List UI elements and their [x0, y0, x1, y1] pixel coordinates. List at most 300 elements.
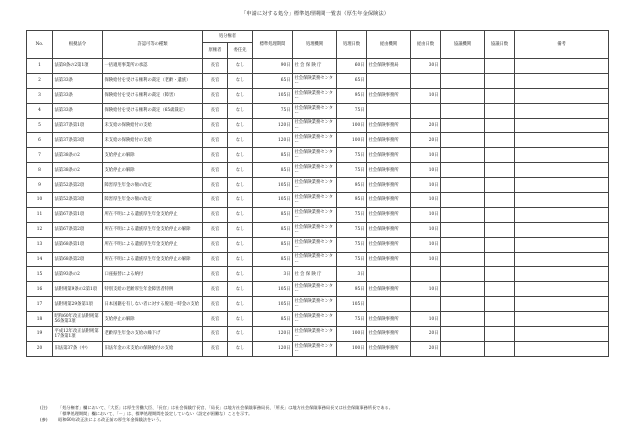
row-law: 旧法第37条（中） — [53, 341, 103, 356]
row-standard-period: 3日 — [253, 267, 293, 282]
row-consult-days — [485, 222, 515, 237]
row-law: 法第38条の2 — [53, 148, 103, 163]
row-remarks — [515, 312, 609, 327]
row-via-org: 社会保険事務所 — [367, 327, 411, 342]
row-permit: 旧法年金の未支給の保険給付の支給 — [103, 341, 203, 356]
row-standard-period: 85日 — [253, 252, 293, 267]
table-row — [27, 103, 609, 118]
row-consult-org — [441, 73, 485, 88]
row-processing-org: 社会保険業務センター — [293, 193, 337, 208]
row-consult-org — [441, 103, 485, 118]
row-authority-delegate: なし — [228, 73, 253, 88]
row-authority-delegate: なし — [228, 193, 253, 208]
note-text: 昭和60年改正法による改正前の厚生年金保険法をいう。 — [58, 417, 164, 423]
row-consult-org — [441, 148, 485, 163]
row-via-org: 社会保険事務所 — [367, 148, 411, 163]
row-law: 法第93条の2 — [53, 267, 103, 282]
row-processing-org: 社会保険業務センター — [293, 222, 337, 237]
page-title: 「申請に対する処分」標準処理期間一覧表（厚生年金保険法） — [240, 11, 390, 17]
row-permit: 一括適用事業所の承認 — [103, 59, 203, 74]
row-remarks — [515, 88, 609, 103]
row-via-days: 10日 — [411, 252, 441, 267]
row-number: 13 — [27, 237, 53, 252]
note-mark: (参) — [40, 417, 48, 423]
row-permit: 保険給付を受ける権利の裁定（65歳裁定） — [103, 103, 203, 118]
row-via-org: 社会保険事務所 — [367, 88, 411, 103]
row-law: 法第38条の2 — [53, 163, 103, 178]
row-authority-delegate: なし — [228, 163, 253, 178]
row-permit: 口座振替による納付 — [103, 267, 203, 282]
row-number: 10 — [27, 193, 53, 208]
row-processing-days: 95日 — [337, 282, 367, 297]
row-via-org: 社会保険事務所 — [367, 222, 411, 237]
row-number: 12 — [27, 222, 53, 237]
table-row — [27, 178, 609, 193]
row-via-org: 社会保険事務所 — [367, 252, 411, 267]
row-via-org: 社会保険事務所 — [367, 312, 411, 327]
row-law: 法第67条第2項 — [53, 222, 103, 237]
header-processing-org: 処理機関 — [293, 31, 337, 59]
row-via-days: 10日 — [411, 237, 441, 252]
row-processing-days: 95日 — [337, 193, 367, 208]
row-number: 8 — [27, 163, 53, 178]
row-authority-delegate: なし — [228, 327, 253, 342]
row-processing-days: 75日 — [337, 222, 367, 237]
row-remarks — [515, 222, 609, 237]
row-remarks — [515, 118, 609, 133]
row-consult-days — [485, 59, 515, 74]
row-via-org: 社会保険事務所 — [367, 178, 411, 193]
row-permit: 所在不明による遺族厚生年金支給停止の解除 — [103, 252, 203, 267]
row-processing-org: 社会保険業務センター — [293, 88, 337, 103]
row-standard-period: 85日 — [253, 237, 293, 252]
table-row — [27, 312, 609, 327]
row-remarks — [515, 252, 609, 267]
row-standard-period: 85日 — [253, 207, 293, 222]
row-processing-days: 95日 — [337, 178, 367, 193]
row-consult-org — [441, 297, 485, 312]
row-remarks — [515, 327, 609, 342]
header-remarks: 備考 — [515, 31, 609, 59]
table-row — [27, 237, 609, 252]
row-number: 20 — [27, 341, 53, 356]
row-via-org: 社会保険事務所 — [367, 163, 411, 178]
table-row — [27, 163, 609, 178]
row-authority-main: 長官 — [203, 133, 228, 148]
row-number: 18 — [27, 312, 53, 327]
row-authority-delegate: なし — [228, 178, 253, 193]
row-authority-main: 長官 — [203, 103, 228, 118]
row-remarks — [515, 193, 609, 208]
row-via-org: 社会保険事務所 — [367, 282, 411, 297]
row-via-days — [411, 297, 441, 312]
row-consult-org — [441, 133, 485, 148]
row-authority-delegate: なし — [228, 148, 253, 163]
row-number: 1 — [27, 59, 53, 74]
table-row — [27, 222, 609, 237]
row-via-org: 社会保険事務所 — [367, 341, 411, 356]
row-via-days — [411, 103, 441, 118]
header-law: 根拠法令 — [53, 31, 103, 59]
row-via-days: 10日 — [411, 163, 441, 178]
row-processing-days: 65日 — [337, 73, 367, 88]
row-remarks — [515, 341, 609, 356]
row-processing-org: 社会保険業務センター — [293, 341, 337, 356]
row-standard-period: 90日 — [253, 59, 293, 74]
row-consult-days — [485, 327, 515, 342]
row-via-days: 10日 — [411, 222, 441, 237]
row-processing-org: 社会保険業務センター — [293, 282, 337, 297]
row-processing-days: 75日 — [337, 103, 367, 118]
row-consult-days — [485, 73, 515, 88]
row-permit: 所在不明による遺族厚生年金支給停止 — [103, 237, 203, 252]
header-authority-delegate: 委任先 — [228, 43, 253, 59]
row-processing-days: 100日 — [337, 341, 367, 356]
row-via-days: 20日 — [411, 118, 441, 133]
row-remarks — [515, 163, 609, 178]
row-standard-period: 120日 — [253, 133, 293, 148]
header-consult-org: 協議機関 — [441, 31, 485, 59]
row-via-org — [367, 103, 411, 118]
table-row — [27, 207, 609, 222]
row-via-org: 社会保険事務局 — [367, 59, 411, 74]
row-number: 3 — [27, 88, 53, 103]
row-law: 昭和60年改正法附則第56条第3項 — [53, 312, 103, 327]
row-consult-org — [441, 327, 485, 342]
header-standard-period: 標準処理期間 — [253, 31, 293, 59]
row-processing-org: 社会保険業務センター — [293, 252, 337, 267]
row-authority-main: 長官 — [203, 222, 228, 237]
table-row — [27, 118, 609, 133]
row-permit: 所在不明による遺族厚生年金支給停止の解除 — [103, 222, 203, 237]
row-authority-main: 長官 — [203, 163, 228, 178]
row-number: 2 — [27, 73, 53, 88]
table-row — [27, 88, 609, 103]
row-consult-days — [485, 297, 515, 312]
row-via-org: 社会保険事務所 — [367, 237, 411, 252]
row-consult-org — [441, 252, 485, 267]
row-authority-main: 長官 — [203, 178, 228, 193]
row-via-org: 社会保険事務所 — [367, 133, 411, 148]
row-consult-days — [485, 341, 515, 356]
header-authority-main: 原権者 — [203, 43, 228, 59]
header-via-days: 経由日数 — [411, 31, 441, 59]
row-consult-org — [441, 341, 485, 356]
row-consult-days — [485, 118, 515, 133]
row-processing-org: 社会保険業務センター — [293, 133, 337, 148]
row-processing-org: 社会保険業務センター — [293, 327, 337, 342]
row-permit: 障害厚生年金の額の改定 — [103, 193, 203, 208]
row-via-days: 10日 — [411, 207, 441, 222]
row-processing-days: 75日 — [337, 163, 367, 178]
row-number: 7 — [27, 148, 53, 163]
header-no: No. — [27, 31, 53, 59]
row-processing-days: 100日 — [337, 133, 367, 148]
row-law: 法第33条 — [53, 103, 103, 118]
row-via-days: 10日 — [411, 178, 441, 193]
row-via-days: 10日 — [411, 282, 441, 297]
row-processing-org: 社 会 保 険 庁 — [293, 59, 337, 74]
row-authority-delegate: なし — [228, 282, 253, 297]
row-law: 法第8条の2第1項 — [53, 59, 103, 74]
row-authority-main: 長官 — [203, 73, 228, 88]
row-standard-period: 105日 — [253, 193, 293, 208]
row-authority-main: 長官 — [203, 252, 228, 267]
row-permit: 支給停止の解除 — [103, 148, 203, 163]
row-processing-days: 60日 — [337, 59, 367, 74]
row-consult-days — [485, 163, 515, 178]
row-processing-org: 社会保険業務センター — [293, 163, 337, 178]
table-row — [27, 148, 609, 163]
row-law: 法第33条 — [53, 73, 103, 88]
row-consult-days — [485, 207, 515, 222]
row-number: 5 — [27, 118, 53, 133]
row-authority-delegate: なし — [228, 297, 253, 312]
row-authority-delegate: なし — [228, 118, 253, 133]
table-row — [27, 267, 609, 282]
row-via-days: 20日 — [411, 133, 441, 148]
row-consult-days — [485, 252, 515, 267]
row-authority-main: 長官 — [203, 88, 228, 103]
row-authority-delegate: なし — [228, 222, 253, 237]
row-standard-period: 105日 — [253, 178, 293, 193]
row-number: 14 — [27, 252, 53, 267]
row-remarks — [515, 282, 609, 297]
row-permit: 障害厚生年金の額の改定 — [103, 178, 203, 193]
row-processing-days: 95日 — [337, 88, 367, 103]
row-authority-main: 長官 — [203, 267, 228, 282]
row-processing-org: 社会保険業務センター — [293, 312, 337, 327]
row-via-days: 10日 — [411, 88, 441, 103]
row-permit: 特別支給の老齢厚生年金障害者特例 — [103, 282, 203, 297]
row-standard-period: 120日 — [253, 341, 293, 356]
row-consult-org — [441, 178, 485, 193]
row-law: 法附則第29条第1項 — [53, 297, 103, 312]
note-line — [40, 417, 610, 423]
row-standard-period: 120日 — [253, 327, 293, 342]
row-authority-main: 長官 — [203, 341, 228, 356]
row-permit: 保険給付を受ける権利の裁定（障害） — [103, 88, 203, 103]
row-standard-period: 105日 — [253, 88, 293, 103]
row-authority-main: 長官 — [203, 207, 228, 222]
standard-period-table — [26, 30, 609, 357]
row-remarks — [515, 103, 609, 118]
row-consult-org — [441, 222, 485, 237]
row-permit: 支給停止の解除 — [103, 312, 203, 327]
table-row — [27, 282, 609, 297]
row-consult-org — [441, 207, 485, 222]
row-via-org: 社会保険事務所 — [367, 118, 411, 133]
row-processing-org: 社会保険業務センター — [293, 118, 337, 133]
row-consult-days — [485, 148, 515, 163]
row-via-days: 20日 — [411, 327, 441, 342]
row-law: 法附則第9条の2第1項 — [53, 282, 103, 297]
row-law: 法第33条 — [53, 88, 103, 103]
row-authority-main: 長官 — [203, 282, 228, 297]
row-authority-delegate: なし — [228, 341, 253, 356]
row-via-days — [411, 267, 441, 282]
row-consult-days — [485, 312, 515, 327]
row-number: 4 — [27, 103, 53, 118]
row-processing-days: 75日 — [337, 237, 367, 252]
row-processing-org: 社 会 保 険 庁 — [293, 267, 337, 282]
table-row — [27, 133, 609, 148]
table-row — [27, 327, 609, 342]
row-consult-org — [441, 282, 485, 297]
row-via-org — [367, 267, 411, 282]
table-row — [27, 341, 609, 356]
row-processing-org: 社会保険業務センター — [293, 178, 337, 193]
row-authority-main: 長官 — [203, 297, 228, 312]
header-permit: 許認可等の種類 — [103, 31, 203, 59]
row-law: 法第37条第1項 — [53, 118, 103, 133]
row-authority-main: 長官 — [203, 193, 228, 208]
row-authority-delegate: なし — [228, 103, 253, 118]
row-consult-days — [485, 103, 515, 118]
row-processing-org: 社会保険業務センター — [293, 297, 337, 312]
row-remarks — [515, 237, 609, 252]
row-permit: 未支給の保険給付の支給 — [103, 118, 203, 133]
row-authority-delegate: なし — [228, 252, 253, 267]
row-processing-org: 社会保険業務センター — [293, 207, 337, 222]
row-number: 6 — [27, 133, 53, 148]
row-processing-days: 105日 — [337, 297, 367, 312]
row-authority-main: 長官 — [203, 237, 228, 252]
row-processing-days: 75日 — [337, 252, 367, 267]
table-row — [27, 252, 609, 267]
row-remarks — [515, 267, 609, 282]
row-processing-days: 100日 — [337, 327, 367, 342]
row-via-days: 30日 — [411, 59, 441, 74]
row-standard-period: 75日 — [253, 103, 293, 118]
row-number: 19 — [27, 327, 53, 342]
row-permit: 老齢厚生年金の支給の繰下げ — [103, 327, 203, 342]
header-via-org: 経由機関 — [367, 31, 411, 59]
row-via-org — [367, 73, 411, 88]
row-via-days: 10日 — [411, 148, 441, 163]
row-consult-days — [485, 237, 515, 252]
row-permit: 保険給付を受ける権利の裁定（老齢・遺族） — [103, 73, 203, 88]
row-law: 法第52条第2項 — [53, 178, 103, 193]
table-row — [27, 73, 609, 88]
row-processing-org: 社会保険業務センター — [293, 73, 337, 88]
row-via-days: 10日 — [411, 193, 441, 208]
row-permit: 所在不明による遺族厚生年金支給停止 — [103, 207, 203, 222]
row-processing-days: 100日 — [337, 118, 367, 133]
row-remarks — [515, 297, 609, 312]
row-law: 法第68条第2項 — [53, 252, 103, 267]
row-processing-days: 3日 — [337, 267, 367, 282]
row-consult-org — [441, 267, 485, 282]
row-consult-org — [441, 312, 485, 327]
note-text: 「処分権者」欄において、「大臣」は厚生労働大臣、「長官」は社会保険庁長官、「局長」は地方社会保険事務局長、「所長」は地方社会保険事務局長又は社会保険事務所長である。 — [58, 405, 393, 410]
note-mark: (注) — [40, 405, 48, 410]
row-consult-org — [441, 118, 485, 133]
row-standard-period: 85日 — [253, 312, 293, 327]
row-processing-org: 社会保険業務センター — [293, 237, 337, 252]
row-authority-main: 長官 — [203, 148, 228, 163]
row-consult-org — [441, 193, 485, 208]
row-authority-delegate: なし — [228, 133, 253, 148]
row-consult-days — [485, 133, 515, 148]
row-via-days — [411, 73, 441, 88]
row-via-org: 社会保険事務所 — [367, 193, 411, 208]
row-authority-delegate: なし — [228, 267, 253, 282]
row-remarks — [515, 133, 609, 148]
row-standard-period: 85日 — [253, 148, 293, 163]
row-standard-period: 65日 — [253, 73, 293, 88]
row-processing-days: 75日 — [337, 207, 367, 222]
row-number: 11 — [27, 207, 53, 222]
row-via-org — [367, 297, 411, 312]
row-law: 法第68条第1項 — [53, 237, 103, 252]
row-number: 15 — [27, 267, 53, 282]
row-standard-period: 85日 — [253, 163, 293, 178]
row-consult-days — [485, 193, 515, 208]
row-permit: 未支給の保険給付の支給 — [103, 133, 203, 148]
row-standard-period: 85日 — [253, 222, 293, 237]
row-number: 16 — [27, 282, 53, 297]
header-consult-days: 協議日数 — [485, 31, 515, 59]
row-remarks — [515, 59, 609, 74]
row-number: 17 — [27, 297, 53, 312]
row-processing-org: 社会保険業務センター — [293, 148, 337, 163]
row-authority-delegate: なし — [228, 59, 253, 74]
footnotes — [40, 405, 610, 424]
row-authority-delegate: なし — [228, 88, 253, 103]
row-remarks — [515, 178, 609, 193]
row-authority-delegate: なし — [228, 312, 253, 327]
row-authority-main: 長官 — [203, 118, 228, 133]
note-text: 「標準処理期間」欄において、「－」は、標準処理期間を設定していない（設定が困難な）ことを示す。 — [58, 411, 253, 417]
row-consult-org — [441, 59, 485, 74]
row-law: 法第52条第3項 — [53, 193, 103, 208]
row-consult-org — [441, 88, 485, 103]
row-authority-main: 長官 — [203, 59, 228, 74]
row-via-days: 10日 — [411, 312, 441, 327]
row-number: 9 — [27, 178, 53, 193]
table-row — [27, 297, 609, 312]
row-authority-delegate: なし — [228, 207, 253, 222]
row-remarks — [515, 207, 609, 222]
row-remarks — [515, 73, 609, 88]
table-row — [27, 193, 609, 208]
table-row — [27, 59, 609, 74]
row-standard-period: 105日 — [253, 297, 293, 312]
row-via-org: 社会保険事務所 — [367, 207, 411, 222]
row-law: 平成12年改正法附則第17条第1項 — [53, 327, 103, 342]
row-via-days: 20日 — [411, 341, 441, 356]
row-law: 法第67条第1項 — [53, 207, 103, 222]
row-remarks — [515, 148, 609, 163]
header-processing-days: 処理日数 — [337, 31, 367, 59]
row-standard-period: 105日 — [253, 282, 293, 297]
row-consult-days — [485, 88, 515, 103]
row-processing-days: 75日 — [337, 312, 367, 327]
row-authority-main: 長官 — [203, 312, 228, 327]
row-authority-delegate: なし — [228, 237, 253, 252]
row-standard-period: 120日 — [253, 118, 293, 133]
row-consult-org — [441, 163, 485, 178]
row-consult-org — [441, 237, 485, 252]
row-consult-days — [485, 267, 515, 282]
header-authority: 処分権者 — [203, 31, 253, 43]
row-processing-org: 社会保険業務センター — [293, 103, 337, 118]
row-permit: 支給停止の解除 — [103, 163, 203, 178]
row-authority-main: 長官 — [203, 327, 228, 342]
row-consult-days — [485, 178, 515, 193]
row-processing-days: 75日 — [337, 148, 367, 163]
